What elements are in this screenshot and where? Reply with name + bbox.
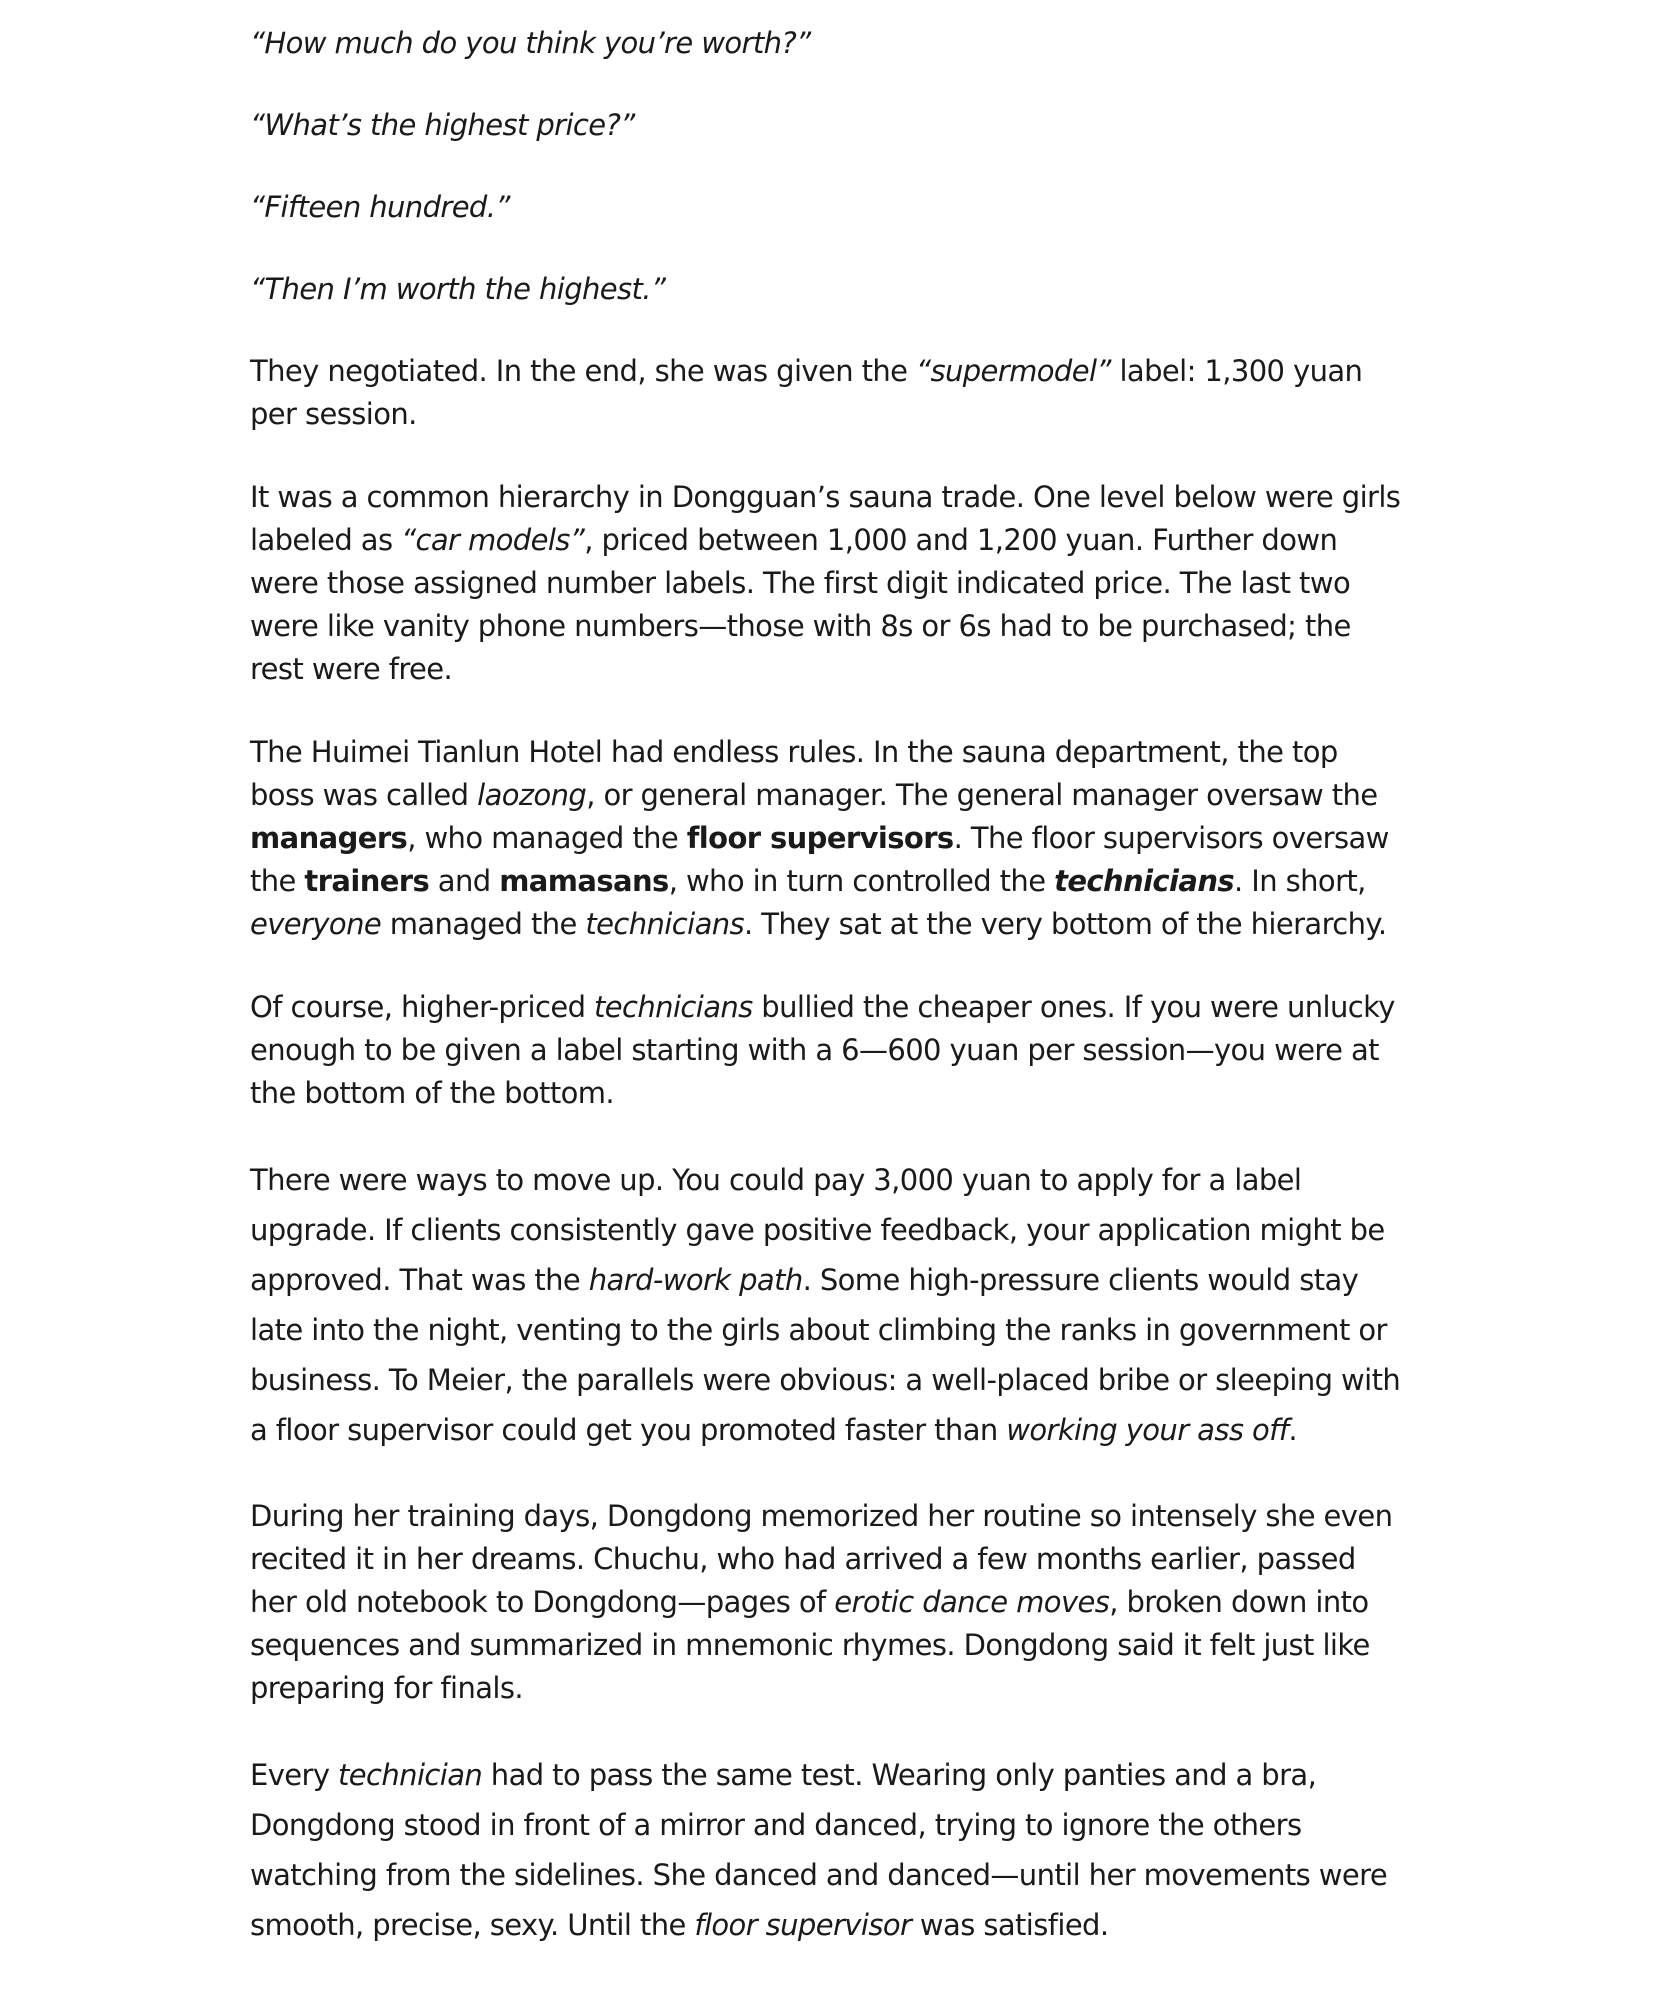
text-run: . In short, [1234,864,1366,898]
emphasis-run: floor supervisor [694,1908,912,1942]
dialogue-line-1: “How much do you think you’re worth?” [250,26,811,60]
paragraph-supermodel-label [250,350,1410,436]
text-run: had to pass the same test. Wearing only panties and a bra, Dongdong stood in front of a mirror and danced, trying to ignore the others watching from the sidelines. She danced and danced—until her movements were smooth, precise, sexy. Until the [250,1758,1388,1942]
dialogue-line-2: “What’s the highest price?” [250,108,635,142]
emphasis-run: erotic dance moves [834,1585,1110,1619]
text-run: , priced between 1,000 and 1,200 yuan. Further down were those assigned number labels. The first digit indicated price. The last two were like vanity phone numbers—those with 8s or 6s had to be purchased; the rest were free. [250,523,1351,686]
text-run: . [1288,1413,1297,1447]
text-run: Every [250,1758,339,1792]
text-run: , who in turn controlled the [668,864,1055,898]
text-run: label: 1,300 yuan per session. [250,354,1363,431]
emphasis-run: managers [250,821,408,855]
emphasis-run: hard-work path [588,1263,803,1297]
text-run: and [429,864,500,898]
dialogue-line-4: “Then I’m worth the highest.” [250,272,666,306]
paragraph-moving-up [250,1155,1410,1455]
paragraph-bullying [250,986,1410,1115]
emphasis-run: “supermodel” [916,354,1111,388]
text-run: They negotiated. In the end, she was given the [250,354,917,388]
text-run: , who managed the [407,821,687,855]
emphasis-run: technicians [594,990,753,1024]
text-run: , broken down into sequences and summarized in mnemonic rhymes. Dongdong said it felt just like preparing for finals. [250,1585,1370,1705]
emphasis-run: laozong [477,778,587,812]
paragraph-dance-test [250,1750,1410,1950]
text-run: was satisfied. [911,1908,1109,1942]
text-run: . The floor supervisors oversaw the [250,821,1389,898]
emphasis-run: everyone [250,907,382,941]
emphasis-run: floor supervisors [686,821,954,855]
text-run: The Huimei Tianlun Hotel had endless rules. In the sauna department, the top boss was called [250,735,1338,812]
paragraph-training-days [250,1495,1410,1710]
text-run: managed the [381,907,586,941]
dialogue-line-3: “Fifteen hundred.” [250,190,510,224]
emphasis-run: technicians [585,907,745,941]
text-run: , or general manager. The general manager oversaw the [586,778,1378,812]
text-run: . Some high-pressure clients would stay late into the night, venting to the girls about climbing the ranks in government or business. To Meier, the parallels were obvious: a well-placed bribe or sleeping with a floor supervisor could get you promoted faster than [250,1263,1401,1447]
text-run: Of course, higher-priced [250,990,595,1024]
text-run: bullied the cheaper ones. If you were unlucky enough to be given a label starting with a 6—600 yuan per session—you were at the bottom of the bottom. [250,990,1395,1110]
emphasis-run: mamasans [499,864,669,898]
paragraph-label-hierarchy [250,476,1410,691]
article-body [250,22,1410,1990]
emphasis-run: technicians [1054,864,1235,898]
text-run: . They sat at the very bottom of the hierarchy. [744,907,1387,941]
emphasis-run: technician [338,1758,483,1792]
emphasis-run: “car models” [401,523,585,557]
emphasis-run: trainers [304,864,430,898]
text-run: There were ways to move up. You could pay 3,000 yuan to apply for a label upgrade. If clients consistently gave positive feedback, your application might be approved. That was the [250,1163,1385,1297]
paragraph-hotel-rules [250,731,1410,946]
emphasis-run: working your ass off [1006,1413,1289,1447]
text-run: It was a common hierarchy in Dongguan’s sauna trade. One level below were girls labeled as [250,480,1401,557]
text-run: During her training days, Dongdong memorized her routine so intensely she even recited it in her dreams. Chuchu, who had arrived a few months earlier, passed her old notebook to Dongdong—pages of [250,1499,1393,1619]
